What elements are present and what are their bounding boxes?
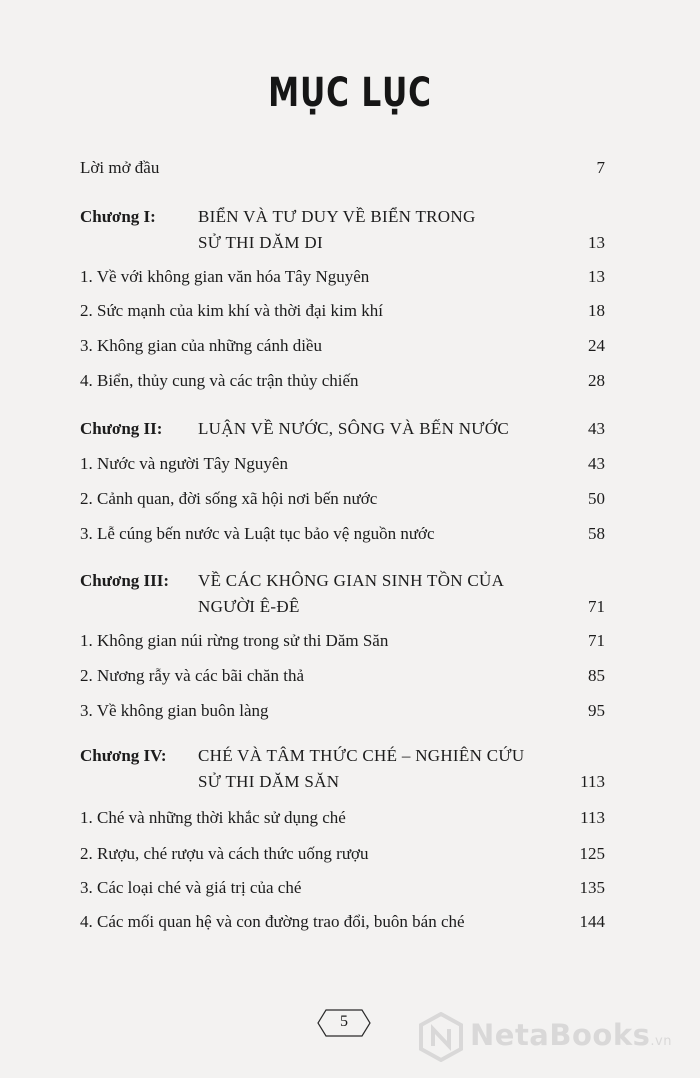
toc-section-page: 125 bbox=[579, 844, 605, 863]
toc-section-label: 1. Nước và người Tây Nguyên bbox=[80, 454, 288, 473]
toc-section[interactable] bbox=[80, 912, 605, 932]
toc-section-label: 1. Về với không gian văn hóa Tây Nguyên bbox=[80, 267, 370, 286]
toc-section-page: 13 bbox=[588, 267, 605, 286]
toc-section[interactable] bbox=[80, 454, 605, 474]
toc-section[interactable] bbox=[80, 844, 605, 864]
toc-entry-page: 71 bbox=[588, 597, 605, 616]
toc-section-label: 2. Cảnh quan, đời sống xã hội nơi bến nước bbox=[80, 489, 378, 508]
toc-section-page: 95 bbox=[588, 701, 605, 720]
page-number bbox=[316, 1008, 372, 1038]
chapter-title-line: SỬ THI DĂM SĂN bbox=[198, 772, 340, 791]
toc-section-page: 18 bbox=[588, 301, 605, 320]
chapter-title-line: SỬ THI DĂM DI bbox=[198, 233, 323, 252]
toc-section[interactable] bbox=[80, 267, 605, 287]
toc-chapter-1[interactable] bbox=[80, 207, 605, 267]
toc-section-page: 50 bbox=[588, 489, 605, 508]
toc-entry-page: 43 bbox=[588, 419, 605, 438]
toc-section-page: 58 bbox=[588, 524, 605, 543]
toc-chapter-2[interactable] bbox=[80, 419, 605, 445]
page-number-text: 5 bbox=[340, 1013, 348, 1030]
toc-section-page: 113 bbox=[580, 808, 605, 827]
toc-section-page: 43 bbox=[588, 454, 605, 473]
toc-section[interactable] bbox=[80, 336, 605, 356]
chapter-title-line: CHÉ VÀ TÂM THỨC CHÉ – NGHIÊN CỨU bbox=[198, 746, 525, 765]
toc-section[interactable] bbox=[80, 301, 605, 321]
toc-section[interactable] bbox=[80, 524, 605, 544]
toc-entry-label: Lời mở đầu bbox=[80, 158, 160, 177]
toc-section[interactable] bbox=[80, 371, 605, 391]
toc-section-label: 3. Về không gian buôn làng bbox=[80, 701, 269, 720]
toc-section[interactable] bbox=[80, 878, 605, 898]
toc-section-label: 2. Rượu, ché rượu và cách thức uống rượu bbox=[80, 844, 369, 863]
toc-section-label: 3. Các loại ché và giá trị của ché bbox=[80, 878, 302, 897]
page-title: MỤC LỤC bbox=[268, 70, 432, 116]
toc-section-label: 4. Các mối quan hệ và con đường trao đổi, buôn bán ché bbox=[80, 912, 465, 931]
toc-section-page: 85 bbox=[588, 666, 605, 685]
toc-section-label: 4. Biển, thủy cung và các trận thủy chiến bbox=[80, 371, 359, 390]
toc-section-page: 144 bbox=[579, 912, 605, 931]
watermark-text bbox=[470, 1018, 672, 1052]
toc-chapter-4[interactable] bbox=[80, 746, 605, 806]
chapter-title-line: VỀ CÁC KHÔNG GIAN SINH TỒN CỦA bbox=[198, 571, 505, 590]
toc-section-label: 2. Sức mạnh của kim khí và thời đại kim khí bbox=[80, 301, 383, 320]
watermark-suffix: .vn bbox=[650, 1034, 672, 1049]
toc-entry-intro[interactable] bbox=[80, 158, 605, 178]
toc-section[interactable] bbox=[80, 666, 605, 686]
chapter-title-line: NGƯỜI Ê-ĐÊ bbox=[198, 597, 300, 616]
toc-section[interactable] bbox=[80, 631, 605, 651]
watermark bbox=[418, 1012, 698, 1064]
toc-entry-page: 7 bbox=[596, 158, 605, 177]
chapter-label: Chương I: bbox=[80, 207, 156, 226]
chapter-title-line: LUẬN VỀ NƯỚC, SÔNG VÀ BẾN NƯỚC bbox=[198, 419, 510, 438]
chapter-label: Chương II: bbox=[80, 419, 163, 438]
chapter-label: Chương IV: bbox=[80, 746, 167, 765]
toc-section-page: 135 bbox=[579, 878, 605, 897]
toc-entry-page: 113 bbox=[580, 772, 605, 791]
toc-section-page: 71 bbox=[588, 631, 605, 650]
toc-section-label: 1. Không gian núi rừng trong sử thi Dăm Săn bbox=[80, 631, 389, 650]
toc-chapter-3[interactable] bbox=[80, 571, 605, 631]
toc-section-label: 3. Lễ cúng bến nước và Luật tục bảo vệ nguồn nước bbox=[80, 524, 435, 543]
toc-section-label: 2. Nương rẫy và các bãi chăn thả bbox=[80, 666, 304, 685]
toc-section-label: 1. Ché và những thời khắc sử dụng ché bbox=[80, 808, 346, 827]
toc-section-label: 3. Không gian của những cánh diều bbox=[80, 336, 322, 355]
watermark-brand: NetaBooks bbox=[470, 1018, 651, 1052]
chapter-title-line: BIỂN VÀ TƯ DUY VỀ BIỂN TRONG bbox=[198, 207, 476, 226]
chapter-label: Chương III: bbox=[80, 571, 170, 590]
toc-entry-page: 13 bbox=[588, 233, 605, 252]
toc-section-page: 28 bbox=[588, 371, 605, 390]
netabooks-logo-icon bbox=[418, 1012, 464, 1062]
toc-section-page: 24 bbox=[588, 336, 605, 355]
toc-section[interactable] bbox=[80, 701, 605, 721]
toc-section[interactable] bbox=[80, 808, 605, 828]
toc-section[interactable] bbox=[80, 489, 605, 509]
